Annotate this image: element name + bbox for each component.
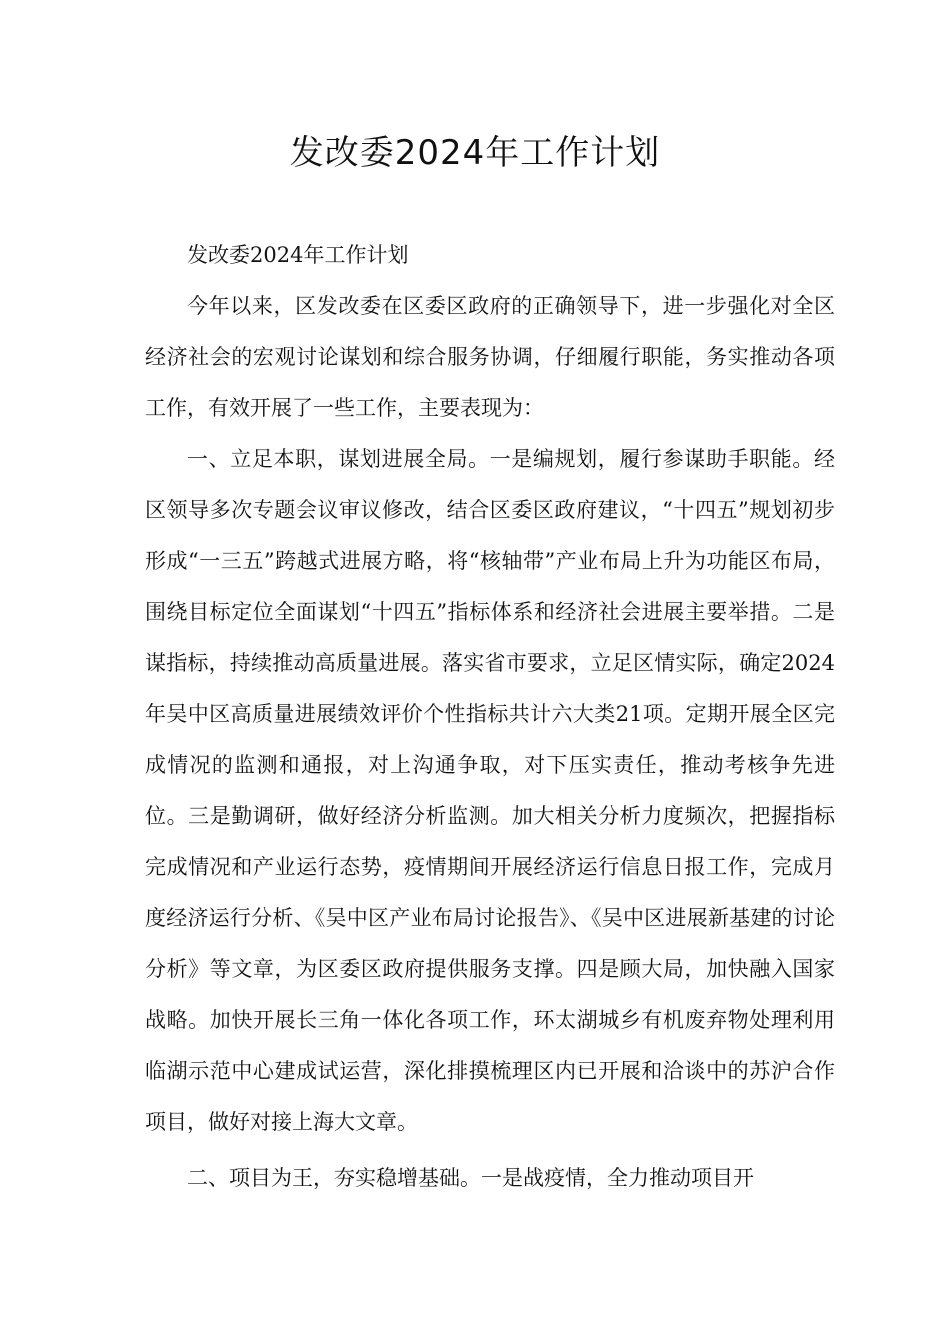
paragraph-intro: 今年以来，区发改委在区委区政府的正确领导下，进一步强化对全区经济社会的宏观讨论谋划和综合服务协调，仔细履行职能，务实推动各项工作，有效开展了一些工作，主要表现为： — [145, 294, 835, 420]
paragraph-subtitle: 发改委2024年工作计划 — [187, 243, 409, 267]
paragraph-section-2: 二、项目为王，夯实稳增基础。一是战疫情，全力推动项目开 — [187, 1166, 754, 1190]
document-body — [145, 230, 835, 1204]
paragraph-section-1: 一、立足本职，谋划进展全局。一是编规划，履行参谋助手职能。经区领导多次专题会议审议修改，结合区委区政府建议，“十四五”规划初步形成“一三五”跨越式进展方略，将“核轴带”产业布局上升为功能区布局，围绕目标定位全面谋划“十四五”指标体系和经济社会进展主要举措。二是谋指标，持续推动高质量进展。落实省市要求，立足区情实际，确定2024年吴中区高质量进展绩效评价个性指标共计六大类21项。定期开展全区完成情况的监测和通报，对上沟通争取，对下压实责任，推动考核争先进位。三是勤调研，做好经济分析监测。加大相关分析力度频次，把握指标完成情况和产业运行态势，疫情期间开展经济运行信息日报工作，完成月度经济运行分析、《吴中区产业布局讨论报告》、《吴中区进展新基建的讨论分析》等文章，为区委区政府提供服务支撑。四是顾大局，加快融入国家战略。加快开展长三角一体化各项工作，环太湖城乡有机废弃物处理利用临湖示范中心建成试运营，深化排摸梳理区内已开展和洽谈中的苏沪合作项目，做好对接上海大文章。 — [145, 447, 835, 1134]
document-title: 发改委2024年工作计划 — [289, 133, 661, 173]
